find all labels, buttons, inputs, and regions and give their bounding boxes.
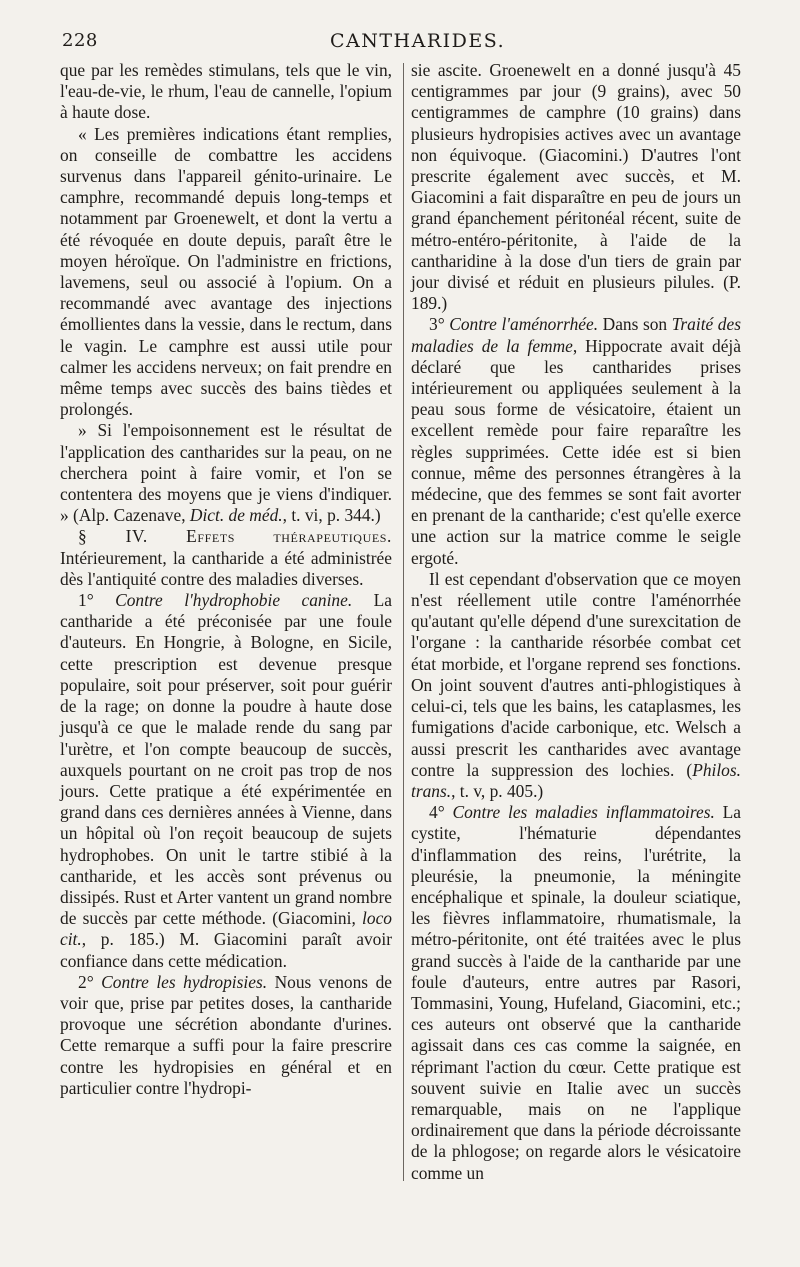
paragraph xyxy=(411,569,741,802)
subsection-heading: Contre l'aménorrhée. xyxy=(449,314,599,335)
paragraph-text: Nous venons de voir que, prise par petites doses, la cantharide provoque une sécrétion abondante d'urines. Cette remarque a suffi pour la faire prescrire contre les hydropisies en général et en particulier contre l'hydropi- xyxy=(60,971,392,1098)
section-heading: § IV. Effets thérapeutiques. xyxy=(78,526,392,547)
paragraph-text: , t. vi, p. 344.) xyxy=(282,505,381,526)
item-number: 1° xyxy=(78,590,116,611)
item-number: 4° xyxy=(429,802,453,823)
page-header xyxy=(62,30,740,58)
left-column xyxy=(60,60,392,1099)
subsection-heading: Contre l'hydrophobie canine. xyxy=(115,590,353,611)
citation: Philos. trans. xyxy=(411,759,741,801)
paragraph-text: sie ascite. Groenewelt en a donné jusqu'à 45 centigrammes par jour (9 grains), avec 50 centigrammes de camphre (10 grains) dans plusieurs hydropisies actives avec un avantage non équivoque. (Giacomini.) D'autres l'ont prescrite également avec succès, et M. Giacomini a fait disparaître en peu de jours un grand épanchement péritonéal récent, suite de métro-entéro-péritonite, à l'aide de la cantharidine à la dose d'un tiers de grain par jour divisé et réduit en plusieurs pilules. (P. 189.) xyxy=(411,60,741,314)
paragraph-text: Il est cependant d'observation que ce moyen n'est réellement utile contre l'aménorrhée qu'autant qu'elle dépend d'une surexcitation de l'organe : la cantharide résorbée combat cet état morbide, et l'organe reprend ses fonctions. On joint souvent d'autres anti-phlogistiques à celui-ci, tels que les bains, les cataplasmes, les fumigations d'acide carbonique, etc. Welsch a aussi prescrit les cantharides avec avantage contre la suppression des lochies. ( xyxy=(411,568,741,780)
citation: Traité des maladies de la femme xyxy=(411,314,741,356)
running-title: CANTHARIDES. xyxy=(330,30,506,52)
paragraph xyxy=(411,60,741,314)
item-number: 2° xyxy=(78,971,102,992)
subsection-heading: Contre les maladies inflammatoires. xyxy=(452,802,715,823)
paragraph-text: Intérieurement, la cantharide a été administrée dès l'antiquité contre des maladies diverses. xyxy=(60,547,392,589)
paragraph xyxy=(60,590,392,972)
paragraph-text: La cantharide a été préconisée par une foule d'auteurs. En Hongrie, à Bologne, en Sicile, cette prescription est devenue presque populaire, soit pour préserver, soit pour guérir de la rage; on donne la poudre à haute dose jusqu'à ce que le malade rende du sang par l'urètre, et l'on compte beaucoup de succès, auxquels pourtant on ne croit pas trop de nos jours. Cette pratique a été expérimentée en grand dans ces dernières années à Vienne, dans un hôpital où l'on reçoit beaucoup de sujets hydrophobes. On unit le tartre stibié à la cantharide, et les accès sont prévenus ou dissipés. Rust et Arter vantent un grand nombre de succès par cette méthode. (Giacomini, xyxy=(60,590,392,929)
paragraph xyxy=(60,60,392,124)
paragraph xyxy=(60,420,392,526)
paragraph-text: » Si l'empoisonnement est le résultat de l'application des cantharides sur la peau, on ne cherchera point à faire vomir, et l'on se contentera des moyens que je viens d'indiquer. » (Alp. Cazenave, xyxy=(60,420,392,526)
column-divider xyxy=(403,63,404,1181)
paragraph-text: La cystite, l'hématurie dépendantes d'inflammation des reins, l'urétrite, la pleurésie, la pneumonie, la méningite encéphalique et spinale, la douleur sciatique, les fièvres inflammatoire, rhumatismale, la métro-péritonite, ont été traitées avec le plus grand succès à l'aide de la cantharide par une foule d'auteurs, entre autres par Rasori, Tommasini, Young, Hufeland, Giacomini, etc.; ces auteurs ont observé que la cantharide agissait dans ces cas comme la saignée, en réprimant l'action du cœur. Cette pratique est souvent suivie en Italie avec un succès remarquable, mais on ne l'applique ordinairement que dans la période décroissante de la phlogose; on regarde alors le vésicatoire comme un xyxy=(411,802,741,1183)
subsection-heading: Contre les hydropisies. xyxy=(101,971,268,992)
paragraph-text: Dans son xyxy=(598,314,672,335)
paragraph-text: , Hippocrate avait déjà déclaré que les cantharides prises intérieurement ou appliquées seulement à la peau sous forme de vésicatoire, étaient un excellent remède pour faire reparaître les règles supprimées. Cette idée est si bien connue, même des personnes étrangères à la médecine, que des femmes se sont fait avorter en prenant de la cantharide; c'est qu'elle exerce une action sur la matrice comme le seigle ergoté. xyxy=(411,335,741,568)
paragraph xyxy=(411,802,741,1184)
paragraph xyxy=(60,972,392,1099)
page-number: 228 xyxy=(62,30,98,51)
paragraph-text: , p. 185.) M. Giacomini paraît avoir confiance dans cette médication. xyxy=(60,929,392,971)
citation: Dict. de méd. xyxy=(189,505,283,526)
citation: loco cit. xyxy=(60,908,392,950)
paragraph xyxy=(60,124,392,421)
paragraph xyxy=(411,314,741,568)
paragraph xyxy=(60,526,392,590)
paragraph-text: « Les premières indications étant remplies, on conseille de combattre les accidens survenus dans l'appareil génito-urinaire. Le camphre, recommandé depuis long-temps et notamment par Groenewelt, et dont la vertu a été révoquée en doute depuis, paraît être le moyen héroïque. On l'administre en frictions, lavemens, seul ou associé à l'opium. On a recommandé avec avantage des injections émollientes dans la vessie, dans le rectum, dans le vagin. Le camphre est aussi utile pour calmer les accidens nerveux; on fait prendre en même temps avec succès des bains tièdes et prolongés. xyxy=(60,123,392,420)
right-column xyxy=(411,60,741,1184)
paragraph-text: que par les remèdes stimulans, tels que le vin, l'eau-de-vie, le rhum, l'eau de cannelle, l'opium à haute dose. xyxy=(60,60,392,123)
paragraph-text: , t. v, p. 405.) xyxy=(451,780,544,801)
item-number: 3° xyxy=(429,314,450,335)
